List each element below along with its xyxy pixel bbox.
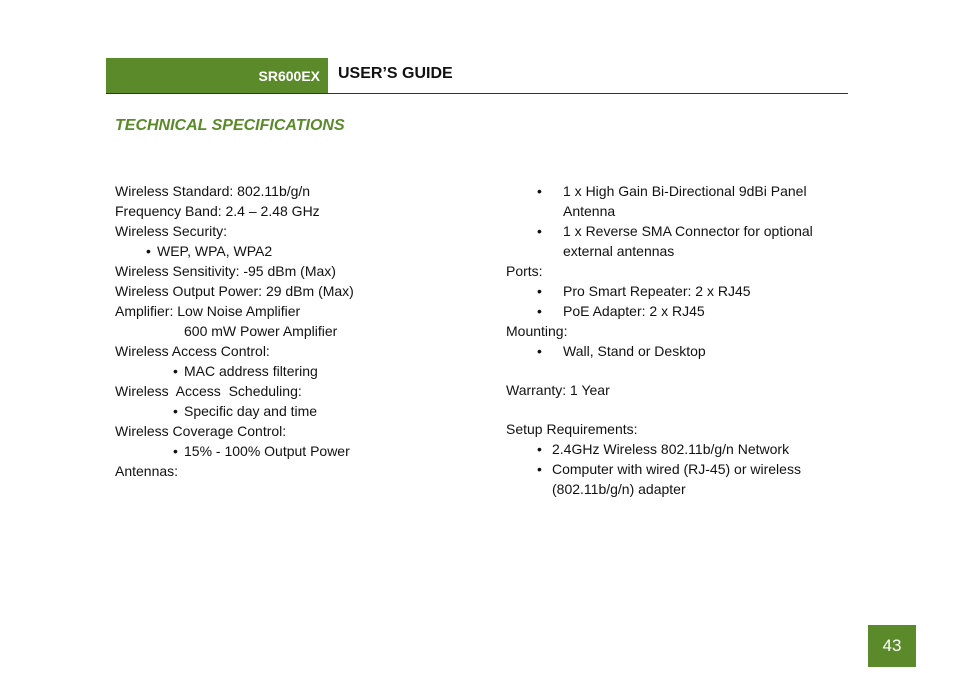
bullet-icon: • <box>537 283 542 299</box>
bullet-icon: • <box>173 363 178 379</box>
list-item <box>173 361 435 381</box>
spec-amplifier: Amplifier: Low Noise Amplifier <box>115 303 301 319</box>
left-column <box>115 181 435 481</box>
port-item: Pro Smart Repeater: 2 x RJ45 <box>563 283 751 299</box>
list-item <box>537 439 846 459</box>
setup-item: 2.4GHz Wireless 802.11b/g/n Network <box>552 441 790 457</box>
spec-coverage-control: Wireless Coverage Control: <box>115 423 287 439</box>
bullet-icon: • <box>537 303 542 319</box>
bullet-icon: • <box>173 403 178 419</box>
spec-wireless-standard: Wireless Standard: 802.11b/g/n <box>115 183 311 199</box>
mounting-item: Wall, Stand or Desktop <box>563 343 706 359</box>
antenna-item: 1 x Reverse SMA Connector for optional external antennas <box>563 223 813 259</box>
spec-wireless-sensitivity: Wireless Sensitivity: -95 dBm (Max) <box>115 263 336 279</box>
bullet-icon: • <box>537 343 542 359</box>
spec-access-control: Wireless Access Control: <box>115 343 270 359</box>
bullet-icon: • <box>537 223 542 239</box>
bullet-icon: • <box>537 441 542 457</box>
spec-amplifier-2: 600 mW Power Amplifier <box>184 323 338 339</box>
list-item <box>146 241 435 261</box>
antenna-item: 1 x High Gain Bi-Directional 9dBi Panel Antenna <box>563 183 807 219</box>
setup-item: Computer with wired (RJ-45) or wireless (802.11b/g/n) adapter <box>552 461 801 497</box>
list-item <box>537 459 827 499</box>
header-divider <box>106 93 848 94</box>
page-number: 43 <box>868 625 916 667</box>
bullet-icon: • <box>537 183 542 199</box>
spec-access-scheduling: Wireless Access Scheduling: <box>115 383 302 399</box>
bullet-icon: • <box>173 443 178 459</box>
product-badge <box>106 58 328 93</box>
list-item <box>173 401 435 421</box>
list-item <box>173 441 435 461</box>
access-control-item: MAC address filtering <box>184 363 318 379</box>
list-item <box>537 341 846 361</box>
security-item: WEP, WPA, WPA2 <box>157 243 273 259</box>
spec-output-power: Wireless Output Power: 29 dBm (Max) <box>115 283 354 299</box>
scheduling-item: Specific day and time <box>184 403 318 419</box>
list-item <box>537 281 846 301</box>
port-item: PoE Adapter: 2 x RJ45 <box>563 303 705 319</box>
bullet-icon: • <box>146 243 151 259</box>
spec-setup-requirements: Setup Requirements: <box>506 421 638 437</box>
list-item <box>537 301 846 321</box>
section-title: TECHNICAL SPECIFICATIONS <box>115 117 345 134</box>
spec-antennas: Antennas: <box>115 463 179 479</box>
spec-mounting: Mounting: <box>506 323 568 339</box>
right-column <box>506 181 846 499</box>
spec-frequency-band: Frequency Band: 2.4 – 2.48 GHz <box>115 203 320 219</box>
list-item <box>537 181 827 221</box>
spec-ports: Ports: <box>506 263 543 279</box>
bullet-icon: • <box>537 461 542 477</box>
spec-wireless-security: Wireless Security: <box>115 223 228 239</box>
guide-title: USER’S GUIDE <box>338 65 453 82</box>
list-item <box>537 221 827 261</box>
spec-warranty: Warranty: 1 Year <box>506 382 610 398</box>
product-name: SR600EX <box>258 67 320 84</box>
coverage-item: 15% - 100% Output Power <box>184 443 350 459</box>
